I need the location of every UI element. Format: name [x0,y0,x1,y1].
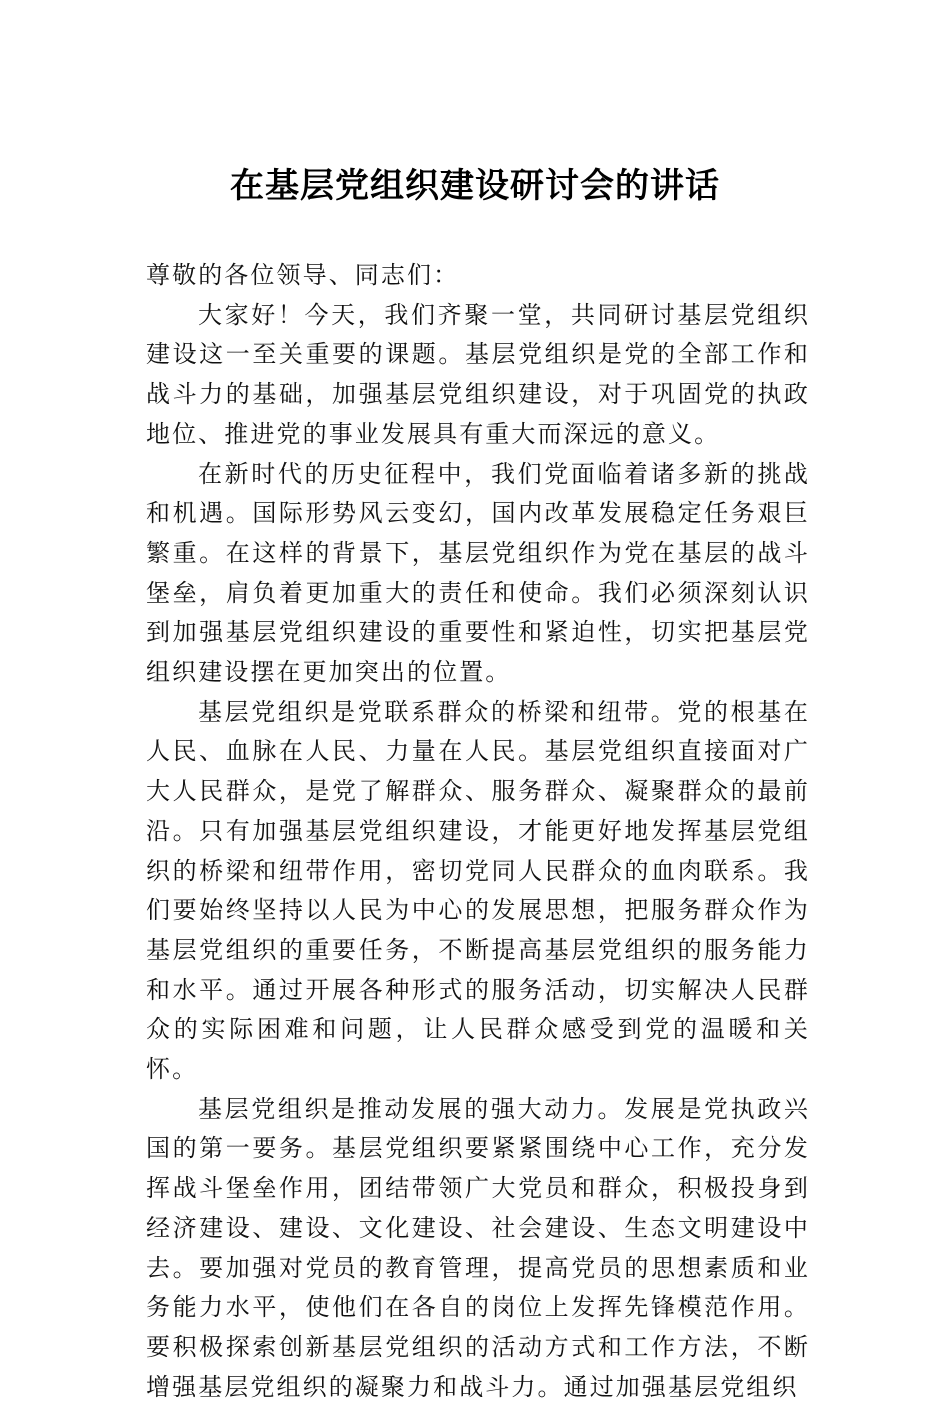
document-body [146,256,810,1407]
paragraph-1: 大家好！今天，我们齐聚一堂，共同研讨基层党组织建设这一至关重要的课题。基层党组织是党的全部工作和战斗力的基础，加强基层党组织建设，对于巩固党的执政地位、推进党的事业发展具有重大而深远的意义。 [146,300,810,448]
paragraph-4: 基层党组织是推动发展的强大动力。发展是党执政兴国的第一要务。基层党组织要紧紧围绕中心工作，充分发挥战斗堡垒作用，团结带领广大党员和群众，积极投身到经济建设、建设、文化建设、社会建设、生态文明建设中去。要加强对党员的教育管理，提高党员的思想素质和业务能力水平，使他们在各自的岗位上发挥先锋模范作用。要积极探索创新基层党组织的活动方式和工作方法，不断增强基层党组织的凝聚力和战斗力。通过加强基层党组织 [146,1094,810,1401]
document-title: 在基层党组织建设研讨会的讲话 [230,166,720,206]
paragraph-3: 基层党组织是党联系群众的桥梁和纽带。党的根基在人民、血脉在人民、力量在人民。基层党组织直接面对广大人民群众，是党了解群众、服务群众、凝聚群众的最前沿。只有加强基层党组织建设，才能更好地发挥基层党组织的桥梁和纽带作用，密切党同人民群众的血肉联系。我们要始终坚持以人民为中心的发展思想，把服务群众作为基层党组织的重要任务，不断提高基层党组织的服务能力和水平。通过开展各种形式的服务活动，切实解决人民群众的实际困难和问题，让人民群众感受到党的温暖和关怀。 [146,697,810,1084]
paragraph-2: 在新时代的历史征程中，我们党面临着诸多新的挑战和机遇。国际形势风云变幻，国内改革发展稳定任务艰巨繁重。在这样的背景下，基层党组织作为党在基层的战斗堡垒，肩负着更加重大的责任和使命。我们必须深刻认识到加强基层党组织建设的重要性和紧迫性，切实把基层党组织建设摆在更加突出的位置。 [146,459,810,687]
salutation: 尊敬的各位领导、同志们： [146,261,460,289]
